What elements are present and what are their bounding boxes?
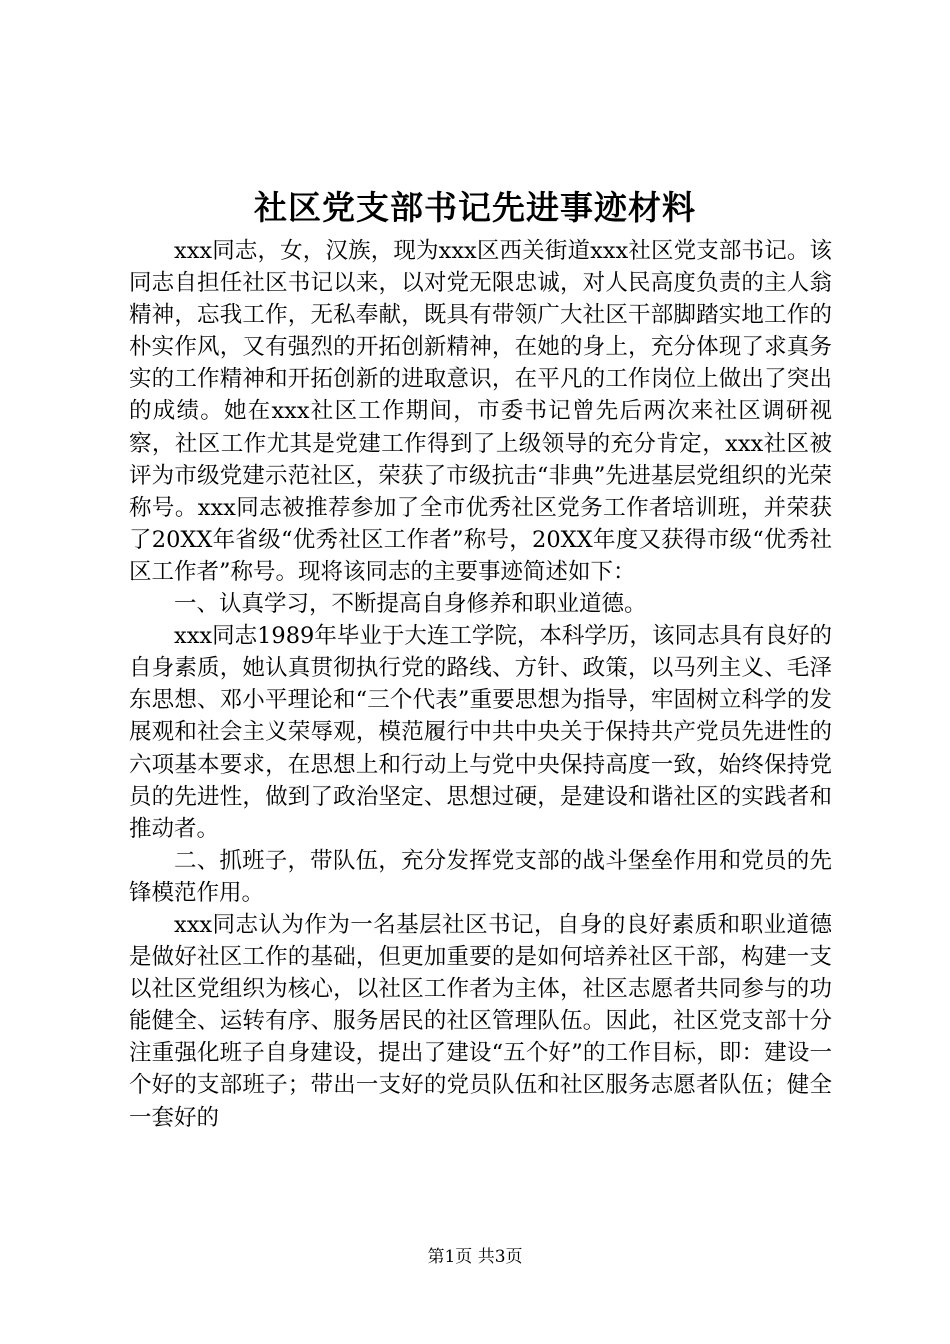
section-heading-2: 二、抓班子，带队伍，充分发挥党支部的战斗堡垒作用和党员的先锋模范作用。 [129, 847, 832, 906]
paragraph-intro: xxx同志，女，汉族，现为xxx区西关街道xxx社区党支部书记。该同志自担任社区书记以来，以对党无限忠诚，对人民高度负责的主人翁精神，忘我工作，无私奉献，既具有带领广大社区干部脚踏实地工作的朴实作风，又有强烈的开拓创新精神，在她的身上，充分体现了求真务实的工作精神和开拓创新的进取意识，在平凡的工作岗位上做出了突出的成绩。她在xxx社区工作期间，市委书记曾先后两次来社区调研视察，社区工作尤其是党建工作得到了上级领导的充分肯定，xxx社区被评为市级党建示范社区，荣获了市级抗击“非典”先进基层党组织的光荣称号。xxx同志被推荐参加了全市优秀社区党务工作者培训班，并荣获了20XX年省级“优秀社区工作者”称号，20XX年度又获得市级“优秀社区工作者”称号。现将该同志的主要事迹简述如下： [129, 238, 832, 585]
document-body [129, 235, 832, 1134]
document-title: 社区党支部书记先进事迹材料 [254, 188, 696, 227]
page-footer: 第1页 共3页 [427, 1247, 523, 1267]
section-heading-1: 一、认真学习，不断提高自身修养和职业道德。 [174, 591, 647, 618]
paragraph-section-2: xxx同志认为作为一名基层社区书记，自身的良好素质和职业道德是做好社区工作的基础，但更加重要的是如何培养社区干部，构建一支以社区党组织为核心，以社区工作者为主体，社区志愿者共同参与的功能健全、运转有序、服务居民的社区管理队伍。因此，社区党支部十分注重强化班子自身建设，提出了建设“五个好”的工作目标，即：建设一个好的支部班子；带出一支好的党员队伍和社区服务志愿者队伍；健全一套好的 [129, 911, 832, 1131]
paragraph-section-1: xxx同志1989年毕业于大连工学院，本科学历，该同志具有良好的自身素质，她认真贯彻执行党的路线、方针、政策，以马列主义、毛泽东思想、邓小平理论和“三个代表”重要思想为指导，牢固树立科学的发展观和社会主义荣辱观，模范履行中共中央关于保持共产党员先进性的六项基本要求，在思想上和行动上与党中央保持高度一致，始终保持党员的先进性，做到了政治坚定、思想过硬，是建设和谐社区的实践者和推动者。 [129, 623, 832, 842]
